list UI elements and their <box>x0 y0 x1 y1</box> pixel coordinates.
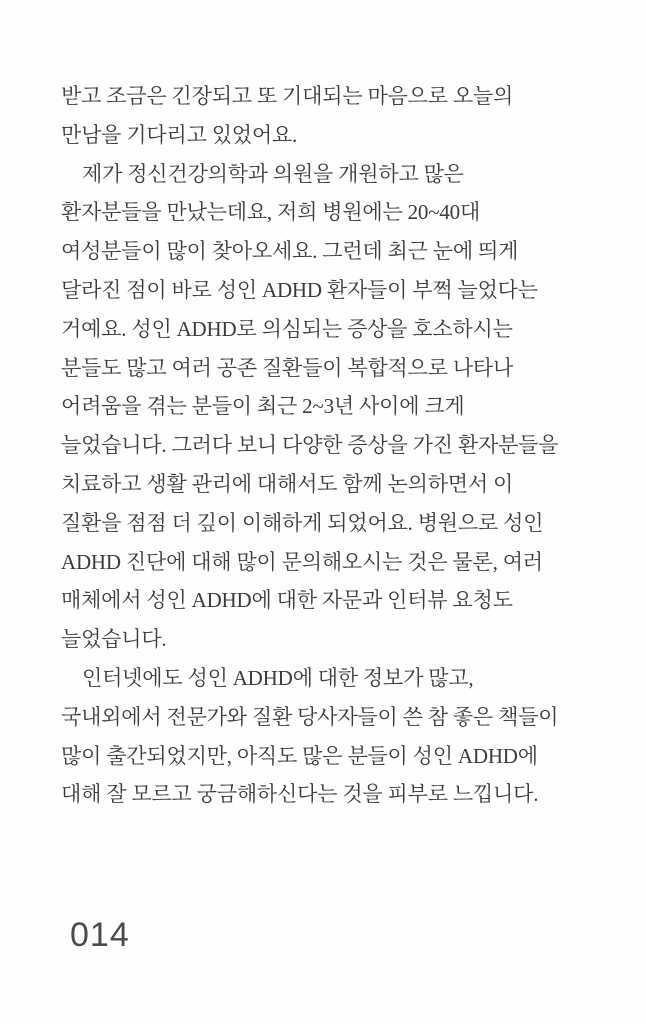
body-text-line: 거예요. 성인 ADHD로 의심되는 증상을 호소하시는 <box>61 316 513 341</box>
body-text-line: 국내외에서 전문가와 질환 당사자들이 쓴 참 좋은 책들이 <box>61 704 559 729</box>
body-text-line: 제가 정신건강의학과 의원을 개원하고 많은 <box>82 161 464 186</box>
body-text-line: 만남을 기다리고 있었어요. <box>61 122 298 147</box>
body-text-line: 달라진 점이 바로 성인 ADHD 환자들이 부쩍 늘었다는 <box>61 277 538 302</box>
body-text-line: 여성분들이 많이 찾아오세요. 그런데 최근 눈에 띄게 <box>61 239 519 264</box>
body-text-line: 많이 출간되었지만, 아직도 많은 분들이 성인 ADHD에 <box>61 743 538 768</box>
body-text-line: 환자분들을 만났는데요, 저희 병원에는 20~40대 <box>61 200 481 225</box>
body-text <box>61 77 597 814</box>
body-text-line: 치료하고 생활 관리에 대해서도 함께 논의하면서 이 <box>61 471 514 496</box>
body-text-line: 인터넷에도 성인 ADHD에 대한 정보가 많고, <box>82 665 474 690</box>
page-number: 014 <box>70 916 130 954</box>
body-text-line: 질환을 점점 더 깊이 이해하게 되었어요. 병원으로 성인 <box>61 510 544 535</box>
body-text-line: 매체에서 성인 ADHD에 대한 자문과 인터뷰 요청도 <box>61 588 513 613</box>
body-text-line: ADHD 진단에 대해 많이 문의해오시는 것은 물론, 여러 <box>61 549 543 574</box>
body-text-line: 늘었습니다. <box>61 627 167 652</box>
body-text-line: 대해 잘 모르고 궁금해하신다는 것을 피부로 느낍니다. <box>61 782 539 807</box>
body-text-line: 늘었습니다. 그러다 보니 다양한 증상을 가진 환자분들을 <box>61 433 559 458</box>
body-text-line: 분들도 많고 여러 공존 질환들이 복합적으로 나타나 <box>61 355 514 380</box>
body-text-line: 어려움을 겪는 분들이 최근 2~3년 사이에 크게 <box>61 394 465 419</box>
body-text-line: 받고 조금은 긴장되고 또 기대되는 마음으로 오늘의 <box>61 84 514 108</box>
